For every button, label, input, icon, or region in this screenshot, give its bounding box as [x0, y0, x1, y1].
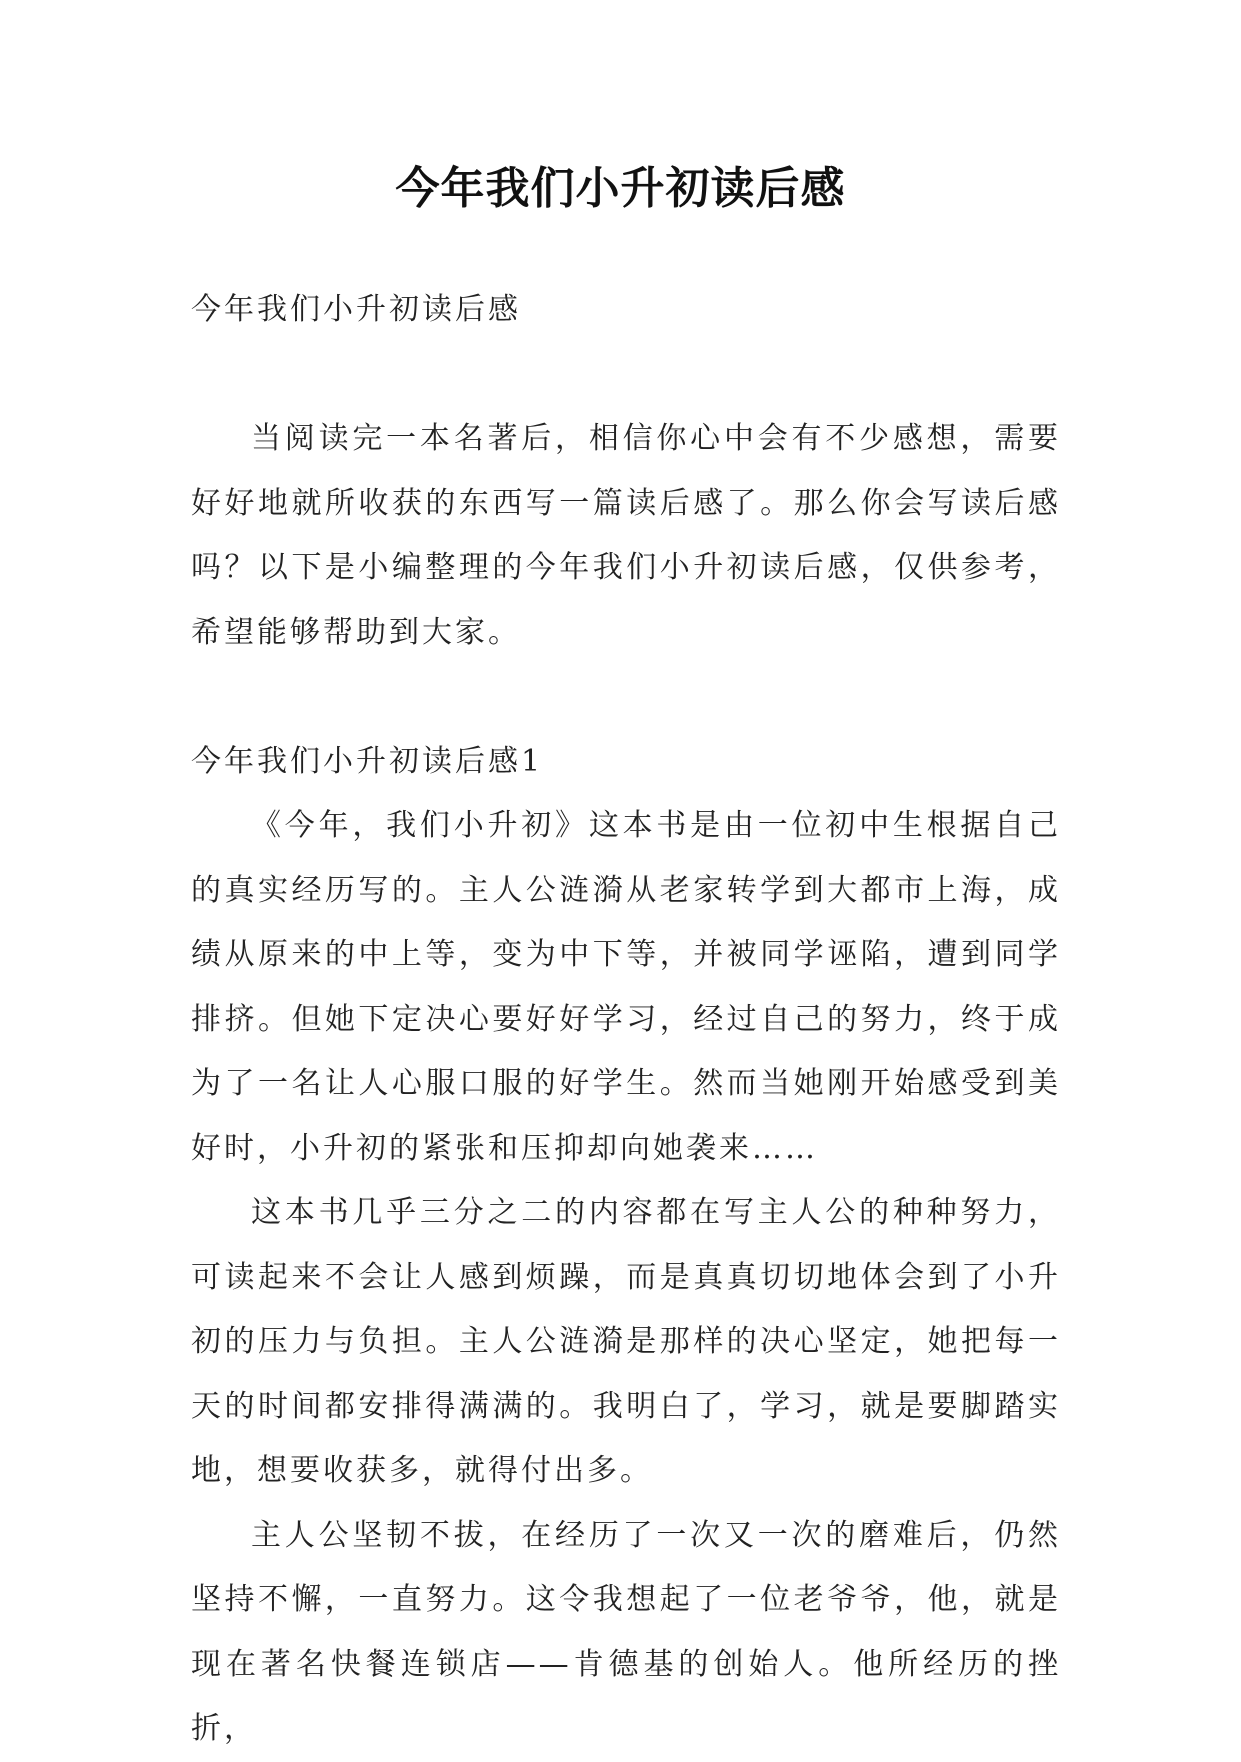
body-paragraph: 主人公坚韧不拔，在经历了一次又一次的磨难后，仍然坚持不懈，一直努力。这令我想起了一位老爷爷，他，就是现在著名快餐连锁店——肯德基的创始人。他所经历的挫折， — [191, 1517, 1061, 1746]
document-body — [191, 278, 1061, 1762]
document-subtitle: 今年我们小升初读后感 — [191, 292, 521, 327]
body-paragraph: 这本书几乎三分之二的内容都在写主人公的种种努力，可读起来不会让人感到烦躁，而是真真切切地体会到了小升初的压力与负担。主人公涟漪是那样的决心坚定，她把每一天的时间都安排得满满的。我明白了，学习，就是要脚踏实地，想要收获多，就得付出多。 — [191, 1195, 1061, 1488]
document-title: 今年我们小升初读后感 — [395, 163, 846, 214]
section-heading: 今年我们小升初读后感1 — [191, 743, 544, 779]
blank-line — [191, 343, 1061, 408]
body-paragraph: 《今年，我们小升初》这本书是由一位初中生根据自己的真实经历写的。主人公涟漪从老家转学到大都市上海，成绩从原来的中上等，变为中下等，并被同学诬陷，遭到同学排挤。但她下定决心要好好学习，经过自己的努力，终于成为了一名让人心服口服的好学生。然而当她刚开始感受到美好时，小升初的紧张和压抑却向她袭来…… — [191, 808, 1061, 1166]
blank-line — [191, 665, 1061, 730]
intro-paragraph: 当阅读完一本名著后，相信你心中会有不少感想，需要好好地就所收获的东西写一篇读后感了。那么你会写读后感吗？以下是小编整理的今年我们小升初读后感，仅供参考，希望能够帮助到大家。 — [191, 421, 1061, 650]
